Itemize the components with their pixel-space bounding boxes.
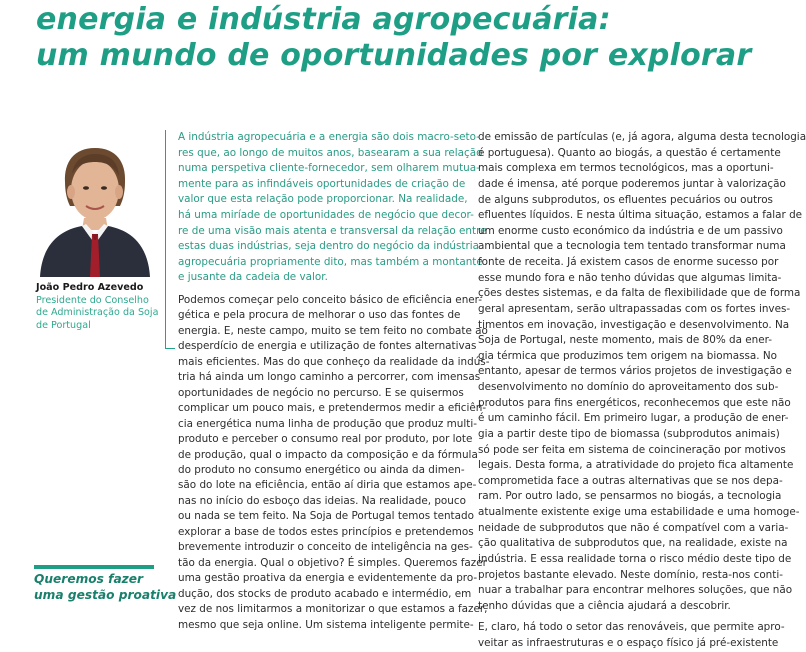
title-line: energia e indústria agropecuária: <box>36 2 611 37</box>
intro-line: mente para as infindáveis oportunidades de criação de <box>178 177 466 190</box>
body-line: energia. E, neste campo, muito se tem feito no combate ao <box>178 324 488 337</box>
body-line: cia energética numa linha de produção que produz multi- <box>178 417 477 430</box>
body-column-2 <box>478 130 806 652</box>
body-line: projetos bastante elevado. Neste domínio, resta-nos conti- <box>478 568 783 581</box>
body-line: comprometida face a outras alternativas que se nos depa- <box>478 474 783 487</box>
intro-divider <box>165 130 166 348</box>
body-line: E, claro, há todo o setor das renováveis, que permite apro- <box>478 621 785 634</box>
intro-line: estas duas indústrias, seja dentro do negócio da indústria <box>178 240 480 253</box>
body-line: esse mundo fora e não tenho dúvidas que algumas limita- <box>478 271 782 284</box>
intro-line: numa perspetiva cliente-fornecedor, sem olharem mutua- <box>178 162 480 175</box>
body-line: efluentes líquidos. E nesta última situação, estamos a falar de <box>478 209 803 222</box>
portrait-image <box>34 126 156 277</box>
photo-caption <box>36 282 160 332</box>
body-line: indústria. E essa realidade torna o risco médio deste tipo de <box>478 552 792 565</box>
body-line: ram. Por outro lado, se pensarmos no biogás, a tecnologia <box>478 490 782 503</box>
body-line: uma gestão proativa da energia e evidentemente da pro- <box>178 572 478 585</box>
body-line: mesmo que seja online. Um sistema inteligente permite- <box>178 618 474 631</box>
body-line: vez de nos limitarmos a monitorizar o que estamos a fazer, <box>178 603 488 616</box>
body-line: de produção, qual o impacto da composição e da fórmula <box>178 448 478 461</box>
body-line: gética e pela procura de melhorar o uso das fontes de <box>178 309 461 322</box>
body-line: nuar a trabalhar para encontrar melhores soluções, que não <box>478 584 793 597</box>
body-line: mais eficientes. Mas do que conheço da realidade da indús- <box>178 355 490 368</box>
body-line: mais complexa em termos tecnológicos, mas a oportuni- <box>478 162 774 175</box>
author-name: João Pedro Azevedo <box>36 282 144 293</box>
body-line: atualmente existente exige uma estabilidade e uma homoge- <box>478 506 800 518</box>
body-line: desenvolvimento no domínio do aproveitamento dos sub- <box>478 381 779 393</box>
body-line: produtos para fins energéticos, reconhecemos que este não <box>478 396 791 409</box>
body-line: é um caminho fácil. Em primeiro lugar, a produção de ener- <box>478 412 789 425</box>
author-role: Presidente do Conselho de Administração da Soja de Portugal <box>36 294 159 331</box>
intro-line: A indústria agropecuária e a energia são dois macro-seto- <box>178 131 480 143</box>
body-line: ambiental que a tecnologia tem tentado transformar numa <box>478 240 786 253</box>
pull-quote-rule <box>34 565 154 569</box>
body-line: gia a partir deste tipo de biomassa (subprodutos animais) <box>478 427 780 440</box>
body-line: complicar um pouco mais, e pretendermos medir a eficiên- <box>178 402 487 415</box>
body-line: geral apresentam, serão ultrapassadas com os fortes inves- <box>478 302 791 315</box>
body-line: oportunidades de negócio no percurso. E se quisermos <box>178 386 464 399</box>
body-line: ou nada se tem feito. Na Soja de Portugal temos tentado <box>178 510 474 523</box>
body-line: brevemente introduzir o conceito de inteligência na ges- <box>178 541 473 554</box>
author-photo <box>34 126 156 277</box>
body-line: legais. Desta forma, a atratividade do projeto fica altamente <box>478 459 794 472</box>
body-line: veitar as infraestruturas e o espaço físico já pré-existente <box>478 637 779 649</box>
body-line: nas no início do esboço das ideias. Na realidade, pouco <box>178 494 466 507</box>
pull-quote-line: Queremos fazer <box>34 572 144 586</box>
body-line: dade é imensa, até porque poderemos juntar à valorização <box>478 177 786 190</box>
body-line: gia térmica que produzimos tem origem na biomassa. No <box>478 349 778 362</box>
body-line: Soja de Portugal, neste momento, mais de 80% da ener- <box>478 334 772 347</box>
intro-line: res que, ao longo de muitos anos, basearam a sua relação <box>178 146 483 159</box>
body-line: é portuguesa). Quanto ao biogás, a questão é certamente <box>478 146 781 159</box>
body-line: timentos em inovação, investigação e desenvolvimento. Na <box>478 318 790 331</box>
intro-line: agropecuária propriamente dito, mas também a montante <box>178 255 483 268</box>
body-line: de emissão de partículas (e, já agora, alguma desta tecnologia <box>478 131 806 143</box>
body-line: são do lote na eficiência, então aí diria que estamos ape- <box>178 479 477 492</box>
body-line: Podemos começar pelo conceito básico de eficiência ener- <box>178 294 483 306</box>
intro-line: há uma miríade de oportunidades de negócio que decor- <box>178 208 474 221</box>
pull-quote-line: uma gestão proativa <box>34 588 177 602</box>
body-line: do produto no consumo energético ou ainda da dimen- <box>178 463 465 476</box>
body-line: de alguns subprodutos, os efluentes pecuários ou outros <box>478 193 773 206</box>
body-line: tria há ainda um longo caminho a percorrer, com imensas <box>178 371 481 384</box>
body-line: desperdício de energia e utilização de fontes alternativas <box>178 340 477 353</box>
body-line: só pode ser feita em sistema de coincineração por motivos <box>478 443 786 456</box>
body-line: ção qualitativa de subprodutos que, na realidade, existe na <box>478 537 788 550</box>
intro-line: valor que esta relação pode proporcionar. Na realidade, <box>178 193 468 206</box>
intro-line: re de uma visão mais atenta e transversal da relação entre <box>178 224 487 237</box>
body-line: explorar a base de todos estes princípios e pretendemos <box>178 525 474 538</box>
body-column-1 <box>178 293 490 633</box>
body-line: tenho dúvidas que a ciência ajudará a descobrir. <box>478 599 731 612</box>
body-line: fonte de receita. Já existem casos de enorme sucesso por <box>478 256 779 268</box>
body-line: ções destes sistemas, e da falta de flexibilidade que de forma <box>478 287 801 300</box>
pull-quote <box>34 571 177 603</box>
intro-paragraph <box>178 130 487 286</box>
body-line: tão da energia. Qual o objetivo? É simples. Queremos fazer <box>178 556 487 569</box>
intro-divider-foot <box>165 348 175 349</box>
body-line: entanto, apesar de termos vários projetos de investigação e <box>478 365 792 378</box>
body-line: neidade de subprodutos que não é compatível com a varia- <box>478 521 789 534</box>
body-line: um enorme custo económico da indústria e de um passivo <box>478 224 783 237</box>
body-line: dução, dos stocks de produto acabado e intermédio, em <box>178 587 472 600</box>
article-title <box>36 2 756 74</box>
body-line: produto e perceber o consumo real por produto, por lote <box>178 433 473 446</box>
intro-line: e jusante da cadeia de valor. <box>178 271 328 284</box>
title-line: um mundo de oportunidades por explorar <box>36 38 752 73</box>
